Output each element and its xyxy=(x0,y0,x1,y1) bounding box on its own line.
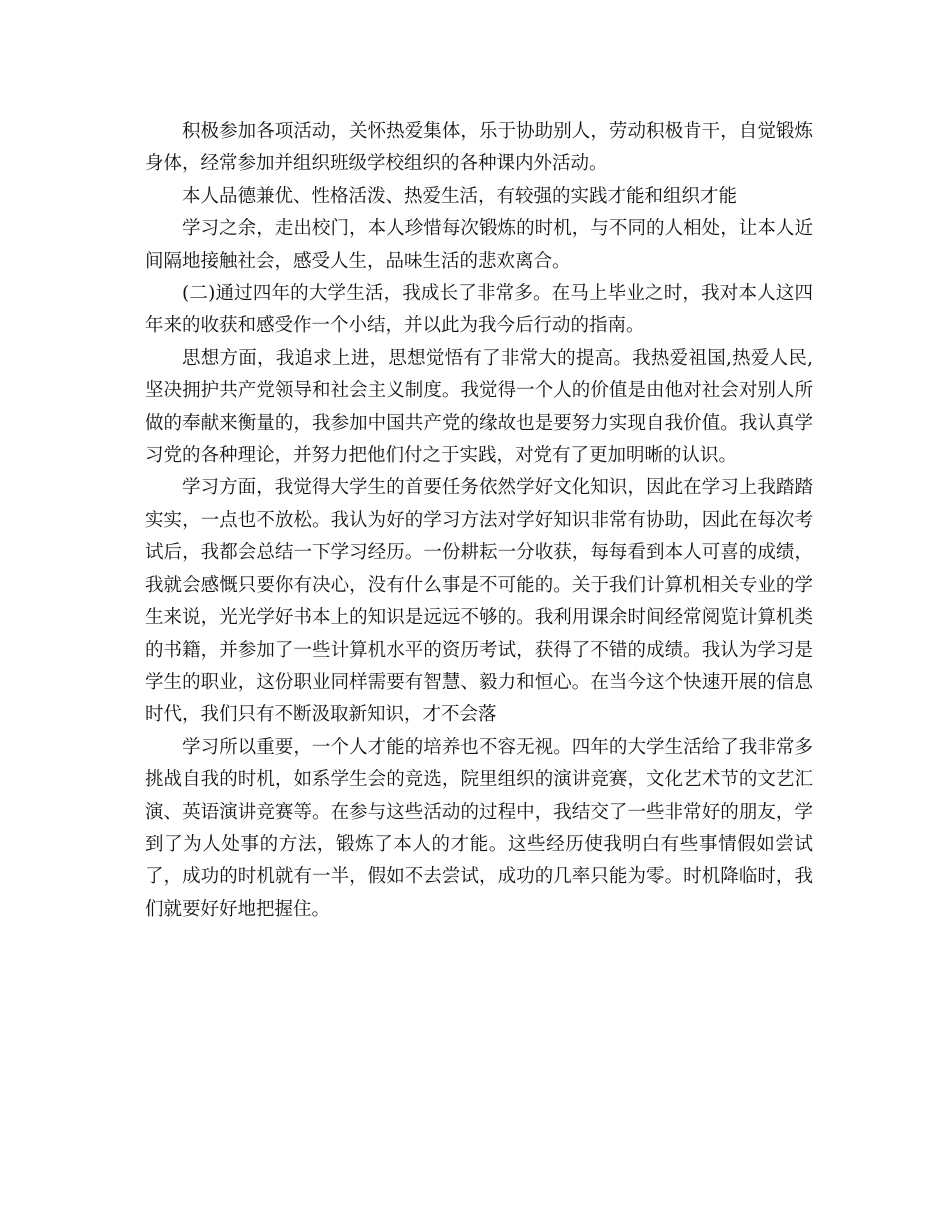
paragraph-abilities: 学习所以重要，一个人才能的培养也不容无视。四年的大学生活给了我非常多挑战自我的时机，如系学生会的竞选，院里组织的演讲竞赛，文化艺术节的文艺汇演、英语演讲竞赛等。在参与这些活动的过程中，我结交了一些非常好的朋友，学到了为人处事的方法，锻炼了本人的才能。这些经历使我明白有些事情假如尝试了，成功的时机就有一半，假如不去尝试，成功的几率只能为零。时机降临时，我们就要好好地把握住。 xyxy=(145,736,813,920)
paragraph-ideology: 思想方面，我追求上进，思想觉悟有了非常大的提高。我热爱祖国,热爱人民,坚决拥护共产党领导和社会主义制度。我觉得一个人的价值是由他对社会对别人所做的奉献来衡量的，我参加中国共产党的缘故也是要努力实现自我价值。我认真学习党的各种理论，并努力把他们付之于实践，对党有了更加明晰的认识。 xyxy=(145,347,813,467)
paragraph-activities: 积极参加各项活动，关怀热爱集体，乐于协助别人，劳动积极肯干，自觉锻炼身体，经常参加并组织班级学校组织的各种课内外活动。 xyxy=(145,121,813,175)
paragraph-study: 学习方面，我觉得大学生的首要任务依然学好文化知识，因此在学习上我踏踏实实，一点也不放松。我认为好的学习方法对学好知识非常有协助，因此在每次考试后，我都会总结一下学习经历。一份耕耘一分收获，每每看到本人可喜的成绩，我就会感慨只要你有决心，没有什么事是不可能的。关于我们计算机相关专业的学生来说，光光学好书本上的知识是远远不够的。我利用课余时间经常阅览计算机类的书籍，并参加了一些计算机水平的资历考试，获得了不错的成绩。我认为学习是学生的职业，这份职业同样需要有智慧、毅力和恒心。在当今这个快速开展的信息时代，我们只有不断汲取新知识，才不会落 xyxy=(145,477,813,726)
paragraph-four-year-summary: (二)通过四年的大学生活，我成长了非常多。在马上毕业之时，我对本人这四年来的收获和感受作一个小结，并以此为我今后行动的指南。 xyxy=(145,283,813,337)
paragraph-character: 本人品德兼优、性格活泼、热爱生活，有较强的实践才能和组织才能 xyxy=(182,185,738,207)
paragraph-social-practice: 学习之余，走出校门，本人珍惜每次锻炼的时机，与不同的人相处，让本人近间隔地接触社会，感受人生，品味生活的悲欢离合。 xyxy=(145,218,813,272)
document-body xyxy=(145,116,813,926)
